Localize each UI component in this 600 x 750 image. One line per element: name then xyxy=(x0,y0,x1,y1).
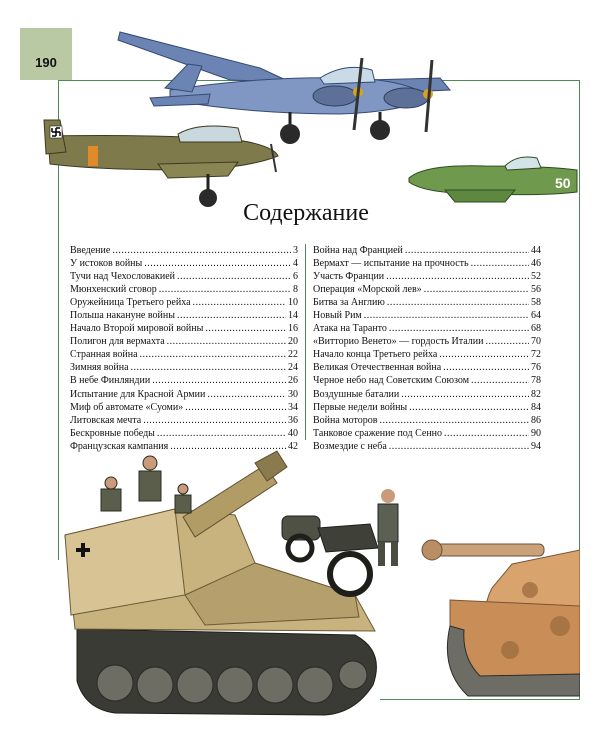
toc-entry-page: 86 xyxy=(531,414,541,426)
toc-entry-page: 76 xyxy=(531,362,541,374)
toc-entry xyxy=(70,401,298,414)
toc-entry-page: 14 xyxy=(288,310,298,322)
toc-leader-dots xyxy=(389,322,529,335)
toc-entry-page: 6 xyxy=(293,271,298,283)
toc-leader-dots xyxy=(207,388,286,401)
toc-entry-title: Битва за Англию xyxy=(313,297,385,309)
toc-entry xyxy=(313,414,541,427)
toc-entry-page: 78 xyxy=(531,375,541,387)
toc-entry-page: 56 xyxy=(531,284,541,296)
toc-entry-title: Великая Отечественная война xyxy=(313,362,442,374)
toc-entry-title: Начало конца Третьего рейха xyxy=(313,349,438,361)
toc-entry xyxy=(313,244,541,257)
toc-entry-page: 68 xyxy=(531,323,541,335)
toc-leader-dots xyxy=(409,401,529,414)
toc-leader-dots xyxy=(485,335,529,348)
toc-entry xyxy=(313,427,541,440)
toc-entry xyxy=(70,388,298,401)
toc-entry-title: Странная война xyxy=(70,349,138,361)
toc-entry xyxy=(313,335,541,348)
toc-entry-title: Участь Франции xyxy=(313,271,385,283)
toc-entry xyxy=(70,335,298,348)
toc-leader-dots xyxy=(386,270,529,283)
toc-entry-title: Война моторов xyxy=(313,414,378,426)
toc-entry-page: 20 xyxy=(288,336,298,348)
toc-entry-page: 90 xyxy=(531,427,541,439)
toc-entry xyxy=(70,309,298,322)
toc-entry-page: 36 xyxy=(288,414,298,426)
toc-leader-dots xyxy=(140,348,286,361)
toc-entry-page: 22 xyxy=(288,349,298,361)
toc-leader-dots xyxy=(167,335,286,348)
toc-entry-title: Танковое сражение под Сенно xyxy=(313,427,443,439)
toc-entry-title: Литовская мечта xyxy=(70,414,142,426)
toc-entry xyxy=(313,361,541,374)
toc-right-column xyxy=(313,244,541,453)
toc-entry-page: 10 xyxy=(288,297,298,309)
toc-entry-title: Вермахт — испытание на прочность xyxy=(313,258,469,270)
toc-entry xyxy=(70,374,298,387)
toc-leader-dots xyxy=(185,401,286,414)
toc-entry-title: Возмездие с неба xyxy=(313,440,387,452)
toc-leader-dots xyxy=(379,414,529,427)
toc-entry-title: Операция «Морской лев» xyxy=(313,284,422,296)
toc-leader-dots xyxy=(131,361,286,374)
toc-entry-title: Атака на Таранто xyxy=(313,323,387,335)
toc-leader-dots xyxy=(144,257,291,270)
toc-entry-title: Новый Рим xyxy=(313,310,362,322)
toc-entry-title: Бескровные победы xyxy=(70,427,155,439)
toc-entry-page: 72 xyxy=(531,349,541,361)
toc-entry-title: Воздушные баталии xyxy=(313,388,400,400)
toc-entry-title: Полигон для вермахта xyxy=(70,336,165,348)
toc-leader-dots xyxy=(143,414,286,427)
toc-entry-title: Черное небо над Советским Союзом xyxy=(313,375,470,387)
toc-entry-page: 42 xyxy=(288,440,298,452)
toc-leader-dots xyxy=(177,309,286,322)
toc-entry xyxy=(70,361,298,374)
toc-entry-title: Оружейница Третьего рейха xyxy=(70,297,191,309)
motorcycle-soldier-illustration xyxy=(278,476,413,601)
toc-leader-dots xyxy=(471,257,529,270)
toc-entry-page: 70 xyxy=(531,336,541,348)
toc-entry-page: 82 xyxy=(531,388,541,400)
toc-entry-title: Французская кампания xyxy=(70,440,169,452)
toc-entry-page: 8 xyxy=(293,284,298,296)
page-number-tab xyxy=(20,28,72,80)
toc-entry xyxy=(70,257,298,270)
toc-leader-dots xyxy=(443,361,529,374)
toc-leader-dots xyxy=(112,244,291,257)
toc-entry xyxy=(313,283,541,296)
page-number: 190 xyxy=(35,55,57,70)
toc-entry xyxy=(313,348,541,361)
toc-entry xyxy=(70,270,298,283)
toc-leader-dots xyxy=(177,270,291,283)
toc-entry xyxy=(70,244,298,257)
toc-entry xyxy=(313,374,541,387)
toc-entry xyxy=(313,322,541,335)
toc-entry-page: 94 xyxy=(531,440,541,452)
toc-entry-title: Миф об автомате «Суоми» xyxy=(70,401,184,413)
toc-entry-title: Испытание для Красной Армии xyxy=(70,388,206,400)
toc-leader-dots xyxy=(152,374,286,387)
toc-leader-dots xyxy=(444,427,529,440)
dive-bomber-illustration xyxy=(38,112,280,210)
toc-entry-page: 4 xyxy=(293,258,298,270)
toc-entry xyxy=(313,257,541,270)
toc-entry-page: 46 xyxy=(531,258,541,270)
toc-entry xyxy=(313,309,541,322)
toc-leader-dots xyxy=(439,348,529,361)
toc-entry-title: Тучи над Чехословакией xyxy=(70,271,175,283)
toc-entry-title: «Витторио Венето» — гордость Италии xyxy=(313,336,484,348)
toc-entry xyxy=(313,388,541,401)
toc-entry xyxy=(70,283,298,296)
toc-entry-page: 44 xyxy=(531,245,541,256)
fighter-plane-illustration xyxy=(405,148,580,210)
toc-leader-dots xyxy=(405,244,529,257)
toc-entry-page: 52 xyxy=(531,271,541,283)
toc-entry-page: 64 xyxy=(531,310,541,322)
toc-leader-dots xyxy=(389,440,529,453)
toc-entry-title: Польша накануне войны xyxy=(70,310,175,322)
toc-entry-title: Мюнхенский сговор xyxy=(70,284,157,296)
toc-entry-title: Введение xyxy=(70,245,111,256)
toc-entry-page: 24 xyxy=(288,362,298,374)
toc-entry-title: В небе Финляндии xyxy=(70,375,151,387)
toc-leader-dots xyxy=(205,322,286,335)
toc-entry-page: 3 xyxy=(293,245,298,256)
toc-entry-title: У истоков войны xyxy=(70,258,143,270)
toc-entry xyxy=(313,296,541,309)
toc-entry-page: 84 xyxy=(531,401,541,413)
toc-entry-page: 58 xyxy=(531,297,541,309)
toc-left-column xyxy=(70,244,298,453)
toc-leader-dots xyxy=(471,374,529,387)
toc-leader-dots xyxy=(387,296,529,309)
toc-entry xyxy=(70,322,298,335)
toc-leader-dots xyxy=(193,296,286,309)
toc-entry xyxy=(70,296,298,309)
toc-leader-dots xyxy=(424,283,529,296)
toc-entry xyxy=(70,348,298,361)
toc-entry-title: Начало Второй мировой войны xyxy=(70,323,204,335)
toc-entry-page: 26 xyxy=(288,375,298,387)
toc-leader-dots xyxy=(401,388,529,401)
toc-entry-page: 30 xyxy=(288,388,298,400)
toc-leader-dots xyxy=(159,283,291,296)
toc-leader-dots xyxy=(364,309,529,322)
column-divider xyxy=(305,244,306,440)
tank-illustration xyxy=(420,530,580,700)
toc-entry-page: 16 xyxy=(288,323,298,335)
aircraft-marking: 50 xyxy=(555,175,571,191)
toc-leader-dots xyxy=(157,427,286,440)
toc-entry-title: Война над Францией xyxy=(313,245,403,256)
page-title: Содержание xyxy=(243,200,369,226)
toc-entry-title: Первые недели войны xyxy=(313,401,408,413)
toc-entry-page: 40 xyxy=(288,427,298,439)
toc-entry xyxy=(313,401,541,414)
toc-entry xyxy=(70,427,298,440)
toc-entry-title: Зимняя война xyxy=(70,362,129,374)
toc-entry xyxy=(313,270,541,283)
toc-entry-page: 34 xyxy=(288,401,298,413)
toc-entry xyxy=(70,414,298,427)
